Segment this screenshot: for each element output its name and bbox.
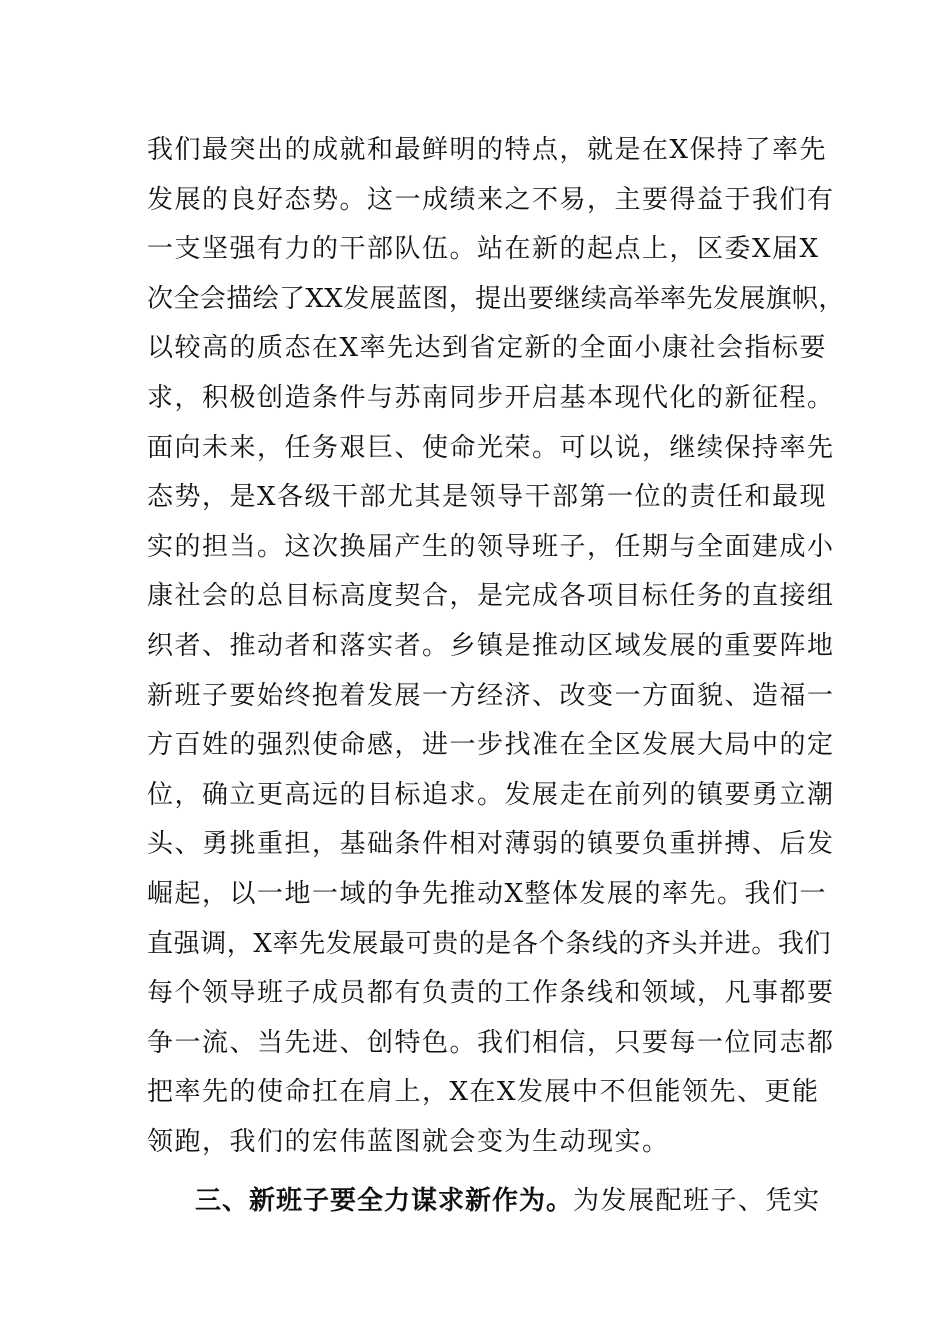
section-heading: 三、新班子要全力谋求新作为。 (195, 1186, 574, 1217)
paragraph-2 (147, 1177, 827, 1227)
text-line: 方百姓的强烈使命感，进一步找准在全区发展大局中的定 (147, 730, 835, 761)
text-line: 头、勇挑重担，基础条件相对薄弱的镇要负重拼搏、后发 (147, 829, 835, 860)
text-line: 直强调，X率先发展最可贵的是各个条线的齐头并进。我们 (147, 928, 832, 959)
text-line: 态势，是X各级干部尤其是领导干部第一位的责任和最现 (147, 482, 828, 513)
section-text: 为发展配班子、凭实 (573, 1186, 821, 1217)
text-line: 位，确立更高远的目标追求。发展走在前列的镇要勇立潮 (147, 779, 835, 810)
text-line: 我们最突出的成就和最鲜明的特点，就是在X保持了率先 (147, 135, 828, 165)
text-line: 把率先的使命扛在肩上，X在X发展中不但能领先、更能 (147, 1077, 820, 1108)
text-line: 求，积极创造条件与苏南同步开启基本现代化的新征程。 (147, 382, 835, 413)
text-line: 织者、推动者和落实者。乡镇是推动区域发展的重要阵地 (147, 630, 835, 661)
text-line: 以较高的质态在X率先达到省定新的全面小康社会指标要 (147, 333, 828, 364)
text-line: 领跑，我们的宏伟蓝图就会变为生动现实。 (147, 1126, 670, 1157)
text-line (147, 1177, 827, 1227)
text-line: 实的担当。这次换届产生的领导班子，任期与全面建成小 (147, 531, 835, 562)
text-line: 每个领导班子成员都有负责的工作条线和领域，凡事都要 (147, 978, 835, 1009)
text-line: 发展的良好态势。这一成绩来之不易，主要得益于我们有 (147, 184, 835, 215)
document-body (147, 126, 845, 1227)
text-line: 崛起，以一地一域的争先推动X整体发展的率先。我们一 (147, 878, 828, 909)
text-line: 争一流、当先进、创特色。我们相信，只要每一位同志都 (147, 1027, 835, 1058)
paragraph-1 (147, 126, 845, 1167)
text-line: 一支坚强有力的干部队伍。站在新的起点上，区委X届X (147, 234, 820, 265)
text-line: 次全会描绘了XX发展蓝图，提出要继续高举率先发展旗帜， (147, 283, 845, 314)
text-line: 康社会的总目标高度契合，是完成各项目标任务的直接组 (147, 581, 835, 612)
text-line: 面向未来，任务艰巨、使命光荣。可以说，继续保持率先 (147, 432, 835, 463)
text-line: 新班子要始终抱着发展一方经济、改变一方面貌、造福一 (147, 680, 835, 711)
